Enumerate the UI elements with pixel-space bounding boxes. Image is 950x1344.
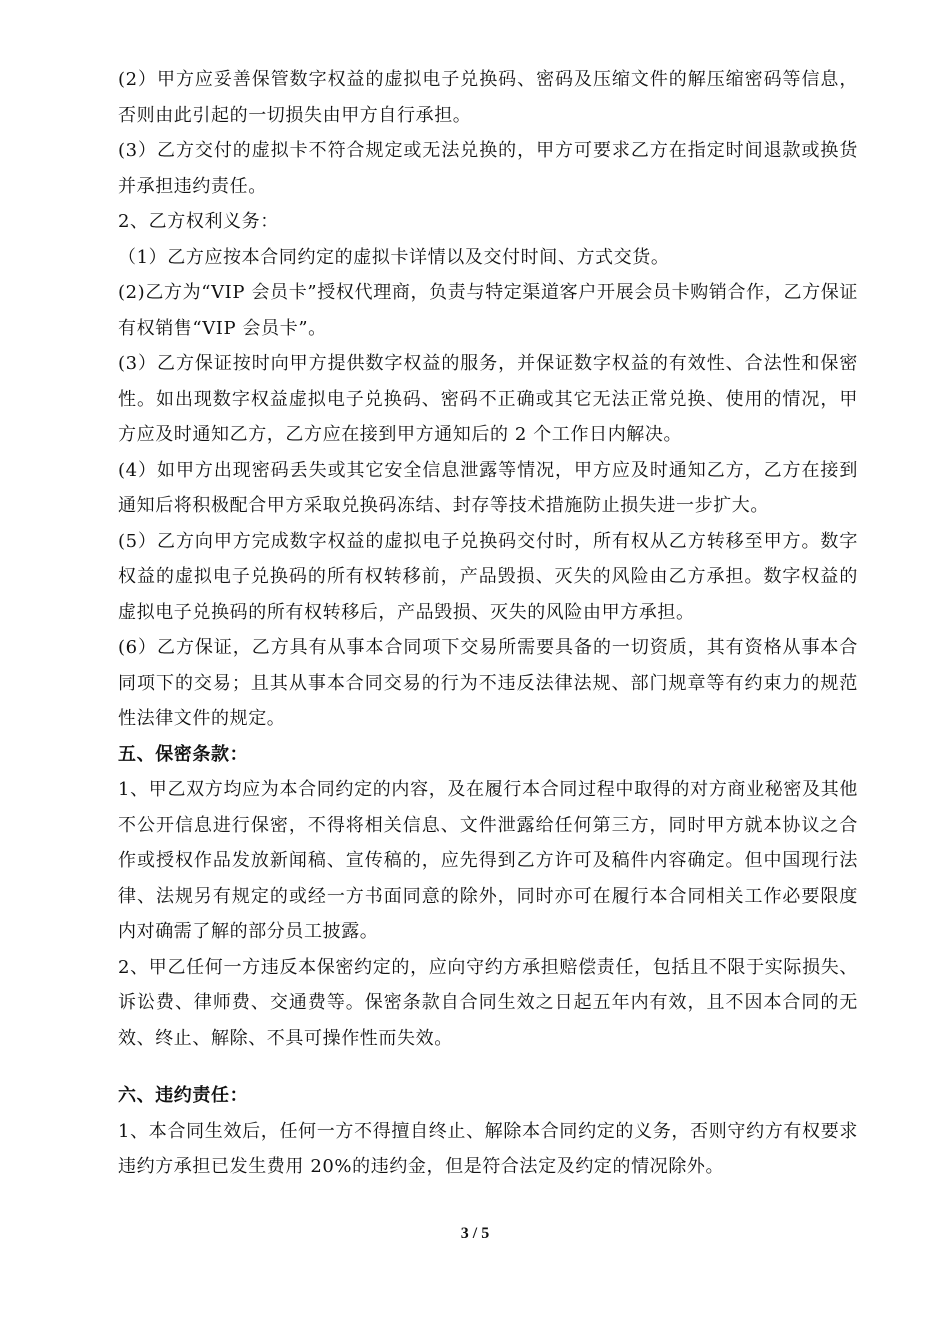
clause-paragraph: 2、甲乙任何一方违反本保密约定的，应向守约方承担赔偿责任，包括且不限于实际损失、诉讼费、律师费、交通费等。保密条款自合同生效之日起五年内有效，且不因本合同的无效、终止、解除、不具可操作性而失效。 xyxy=(118,956,858,1049)
clause-paragraph: (2）甲方应妥善保管数字权益的虚拟电子兑换码、密码及压缩文件的解压缩密码等信息，否则由此引起的一切损失由甲方自行承担。 xyxy=(118,69,858,126)
clause-paragraph: (3）乙方保证按时向甲方提供数字权益的服务，并保证数字权益的有效性、合法性和保密性。如出现数字权益虚拟电子兑换码、密码不正确或其它无法正常兑换、使用的情况，甲方应及时通知乙方，乙方应在接到甲方通知后的 2 个工作日内解决。 xyxy=(118,353,858,445)
clause-paragraph: (2)乙方为“VIP 会员卡”授权代理商，负责与特定渠道客户开展会员卡购销合作，乙方保证有权销售“VIP 会员卡”。 xyxy=(118,282,858,339)
document-body xyxy=(118,62,858,1185)
clause-paragraph: (4）如甲方出现密码丢失或其它安全信息泄露等情况，甲方应及时通知乙方，乙方在接到通知后将积极配合甲方采取兑换码冻结、封存等技术措施防止损失进一步扩大。 xyxy=(118,459,858,516)
section-heading-liability: 六、违约责任： xyxy=(118,1085,249,1106)
clause-paragraph: 1、本合同生效后，任何一方不得擅自终止、解除本合同约定的义务，否则守约方有权要求违约方承担已发生费用 20%的违约金，但是符合法定及约定的情况除外。 xyxy=(118,1120,858,1177)
section-spacer xyxy=(118,1056,858,1078)
clause-paragraph: 1、甲乙双方均应为本合同约定的内容，及在履行本合同过程中取得的对方商业秘密及其他不公开信息进行保密，不得将相关信息、文件泄露给任何第三方，同时甲方就本协议之合作或授权作品发放新闻稿、宣传稿的，应先得到乙方许可及稿件内容确定。但中国现行法律、法规另有规定的或经一方书面同意的除外，同时亦可在履行本合同相关工作必要限度内对确需了解的部分员工披露。 xyxy=(118,779,858,942)
page-number: 3 / 5 xyxy=(460,1225,490,1242)
clause-paragraph: (5）乙方向甲方完成数字权益的虚拟电子兑换码交付时，所有权从乙方转移至甲方。数字权益的虚拟电子兑换码的所有权转移前，产品毁损、灭失的风险由乙方承担。数字权益的虚拟电子兑换码的所有权转移后，产品毁损、灭失的风险由甲方承担。 xyxy=(118,530,858,623)
clause-subheading: 2、乙方权利义务： xyxy=(118,211,279,232)
clause-paragraph: (6）乙方保证，乙方具有从事本合同项下交易所需要具备的一切资质，其有资格从事本合同项下的交易；且其从事本合同交易的行为不违反法律法规、部门规章等有约束力的规范性法律文件的规定。 xyxy=(118,637,858,729)
clause-paragraph: （1）乙方应按本合同约定的虚拟卡详情以及交付时间、方式交货。 xyxy=(118,246,670,268)
section-heading-confidentiality: 五、保密条款： xyxy=(118,743,249,765)
clause-paragraph: (3）乙方交付的虚拟卡不符合规定或无法兑换的，甲方可要求乙方在指定时间退款或换货并承担违约责任。 xyxy=(118,140,858,197)
